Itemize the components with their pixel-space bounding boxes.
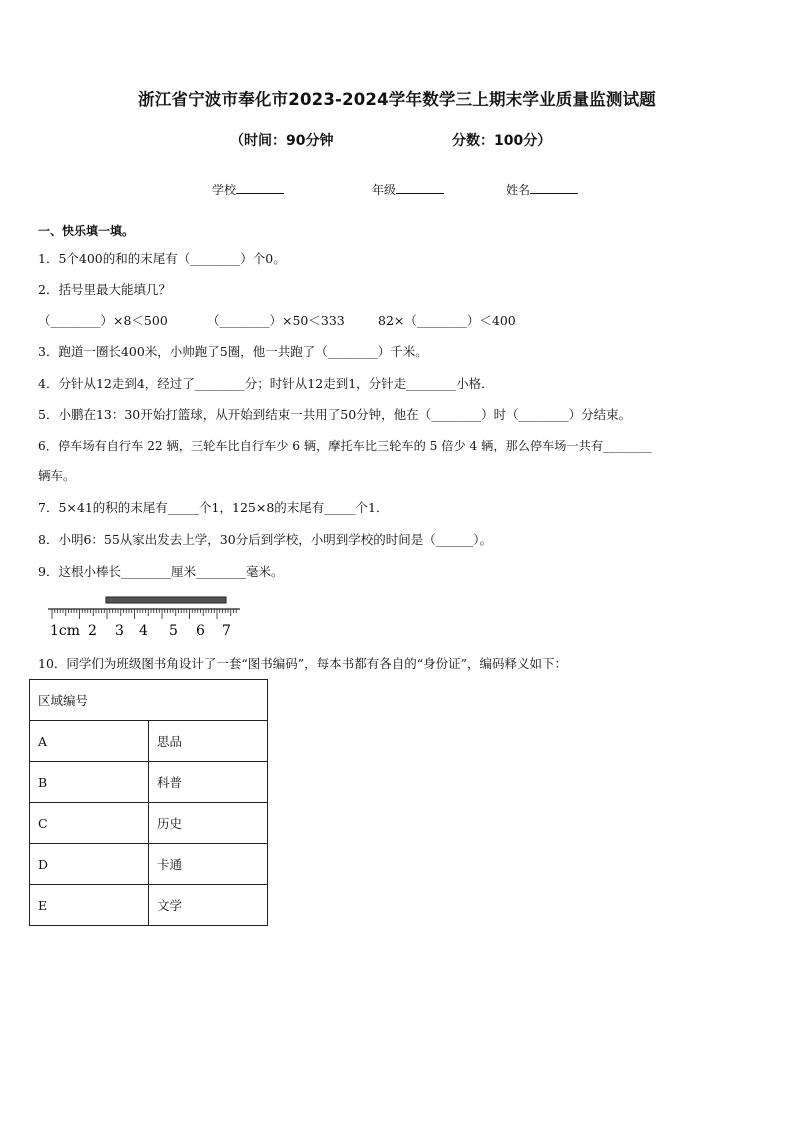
table-row [30,803,268,844]
ruler-label-4: 4 [139,623,148,639]
ruler-label-7: 7 [222,623,231,639]
ruler-label-5: 5 [169,623,178,639]
table-row [30,721,268,762]
code-cell: C [30,803,149,844]
exam-title: 浙江省宁波市奉化市2023-2024学年数学三上期末学业质量监测试题 [138,90,656,109]
question-4: 4．分针从12走到4，经过了________分；时针从12走到1，分针走________小格． [38,376,494,391]
table-row [30,762,268,803]
grade-label: 年级 [372,183,397,197]
exam-score: 分数：100分） [452,133,552,149]
question-2-part-c: 82×（________）＜400 [378,313,516,328]
region-cell: 卡通 [149,844,268,885]
table-row [30,885,268,926]
table-header-row [30,680,268,721]
question-7: 7．5×41的积的末尾有_____个1，125×8的末尾有_____个1． [38,500,389,515]
ruler-label-6: 6 [196,623,205,639]
question-6-continued: 辆车。 [38,468,76,483]
name-label: 姓名 [506,183,531,197]
name-field [506,181,578,198]
table-header: 区域编号 [30,680,268,721]
question-10: 10．同学们为班级图书角设计了一套“图书编码”，每本书都有各自的“身份证”，编码释义如下： [38,656,567,671]
grade-blank[interactable] [396,183,444,194]
code-table [29,679,268,926]
exam-time: （时间：90分钟 [230,133,334,149]
stick-bar [106,597,226,603]
grade-field [372,181,444,198]
question-9: 9．这根小棒长________厘米________毫米。 [38,564,284,579]
name-blank[interactable] [530,183,578,194]
table-row [30,844,268,885]
region-cell: 思品 [149,721,268,762]
question-8: 8．小明6：55从家出发去上学，30分后到学校，小明到学校的时间是（______）。 [38,532,492,547]
school-field [212,181,284,198]
question-6: 6．停车场有自行车 22 辆，三轮车比自行车少 6 辆，摩托车比三轮车的 5 倍少 4 辆，那么停车场一共有________ [38,439,652,453]
code-cell: B [30,762,149,803]
ruler-label-1cm: 1cm [50,623,81,639]
code-cell: D [30,844,149,885]
school-label: 学校 [212,183,237,197]
ruler-label-2: 2 [88,623,97,639]
ruler-figure [48,591,240,641]
question-2-part-b: （________）×50＜333 [207,313,345,328]
ruler-label-3: 3 [115,623,124,639]
region-cell: 文学 [149,885,268,926]
question-2-part-a: （________）×8＜500 [38,313,168,328]
code-cell: E [30,885,149,926]
region-cell: 科普 [149,762,268,803]
question-5: 5．小鹏在13：30开始打篮球，从开始到结束一共用了50分钟，他在（________）时（________）分结束。 [38,407,632,422]
code-cell: A [30,721,149,762]
question-2: 2．括号里最大能填几？ [38,282,171,297]
question-1: 1．5个400的和的末尾有（________）个0。 [38,251,286,266]
question-3: 3．跑道一圈长400米，小帅跑了5圈，他一共跑了（________）千米。 [38,344,428,359]
section-heading: 一、快乐填一填。 [38,224,135,238]
school-blank[interactable] [236,183,284,194]
region-cell: 历史 [149,803,268,844]
